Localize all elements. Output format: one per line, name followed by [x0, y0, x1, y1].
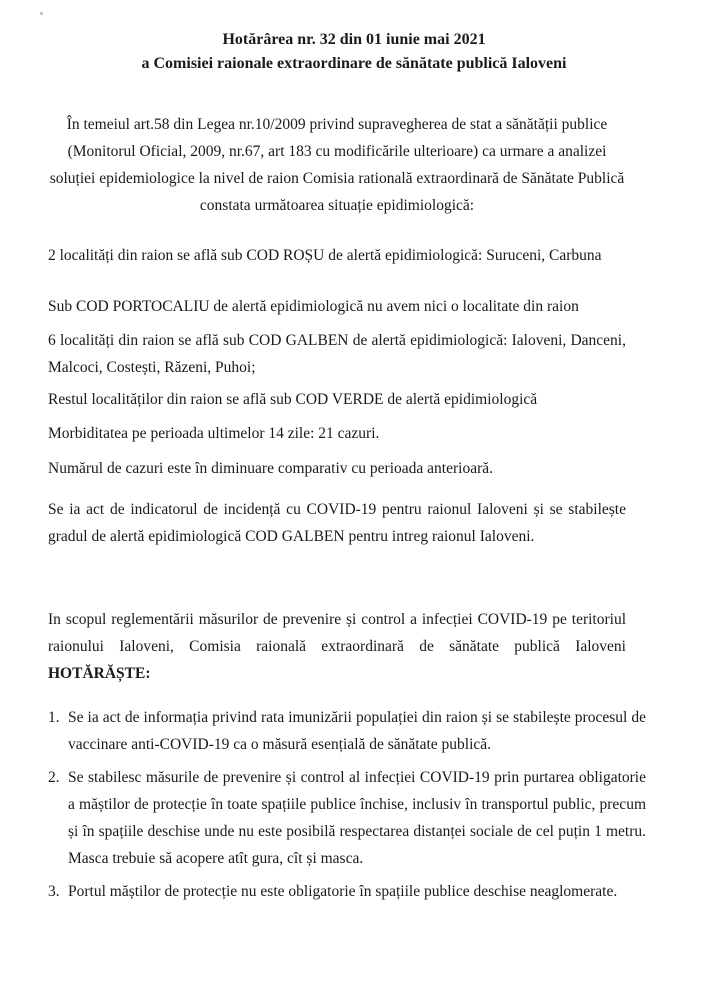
purpose-paragraph: [48, 606, 626, 687]
item-text: Se stabilesc măsurile de prevenire și control al infecției COVID-19 prin purtarea obligatorie a măștilor de protecție în toate spațiile publice închise, inclusiv în transportul public, precum și în spațiile deschise unde nu este posibilă respectarea distanței sociale de cel puțin 1 metru. Masca trebuie să acopere atît gura, cît și masca.: [68, 769, 646, 867]
item-number: 1.: [48, 709, 60, 726]
title-line-1: Hotărârea nr. 32 din 01 iunie mai 2021: [222, 31, 486, 48]
decision-item: [48, 704, 646, 758]
title-line-2: a Comisiei raionale extraordinare de sănătate publică Ialoveni: [141, 55, 567, 72]
item-text: Se ia act de informația privind rata imunizării populației din raion și se stabilește procesul de vaccinare anti-COVID-19 ca o măsură esențială de sănătate publică.: [68, 709, 646, 753]
item-text: Portul măștilor de protecție nu este obligatorie în spațiile publice deschise neaglomerate.: [68, 883, 618, 900]
decision-item: [48, 878, 646, 905]
purpose-text: In scopul reglementării măsurilor de prevenire și control a infecției COVID-19 pe teritoriul raionului Ialoveni, Comisia raională extraordinară de sănătate publică Ialoveni: [48, 611, 626, 655]
incidence-paragraph: Se ia act de indicatorul de incidență cu COVID-19 pentru raionul Ialoveni și se stabilește gradul de alertă epidimiologică COD GALBEN pentru intreg raionul Ialoveni.: [48, 501, 626, 545]
item-number: 3.: [48, 883, 60, 900]
situation-orange: Sub COD PORTOCALIU de alertă epidimiologică nu avem nici o localitate din raion: [48, 298, 579, 315]
situation-green: Restul localităților din raion se află sub COD VERDE de alertă epidimiologică: [48, 391, 538, 408]
scan-speck: [40, 12, 43, 15]
decides-heading: HOTĂRĂȘTE:: [48, 665, 151, 682]
situation-trend: Numărul de cazuri este în diminuare comparativ cu perioada anterioară.: [48, 460, 493, 477]
situation-red: 2 localități din raion se află sub COD ROȘU de alertă epidimiologică: Suruceni, Carbuna: [48, 247, 602, 264]
situation-yellow: 6 localități din raion se află sub COD GALBEN de alertă epidimiologică: Ialoveni, Danceni, Malcoci, Costești, Răzeni, Puhoi;: [48, 332, 626, 376]
intro-paragraph: În temeiul art.58 din Legea nr.10/2009 privind supravegherea de stat a sănătății publice (Monitorul Oficial, 2009, nr.67, art 183 cu modificările ulterioare) ca urmare a analizei soluției epidemiologice la nivel de raion Comisia ratională extraordinară de Sănătate Publică constata următoarea situație epidimiologică:: [49, 116, 625, 214]
item-number: 2.: [48, 769, 60, 786]
situation-morbidity: Morbiditatea pe perioada ultimelor 14 zile: 21 cazuri.: [48, 425, 380, 442]
decision-item: [48, 764, 646, 872]
decision-list: [48, 704, 646, 905]
